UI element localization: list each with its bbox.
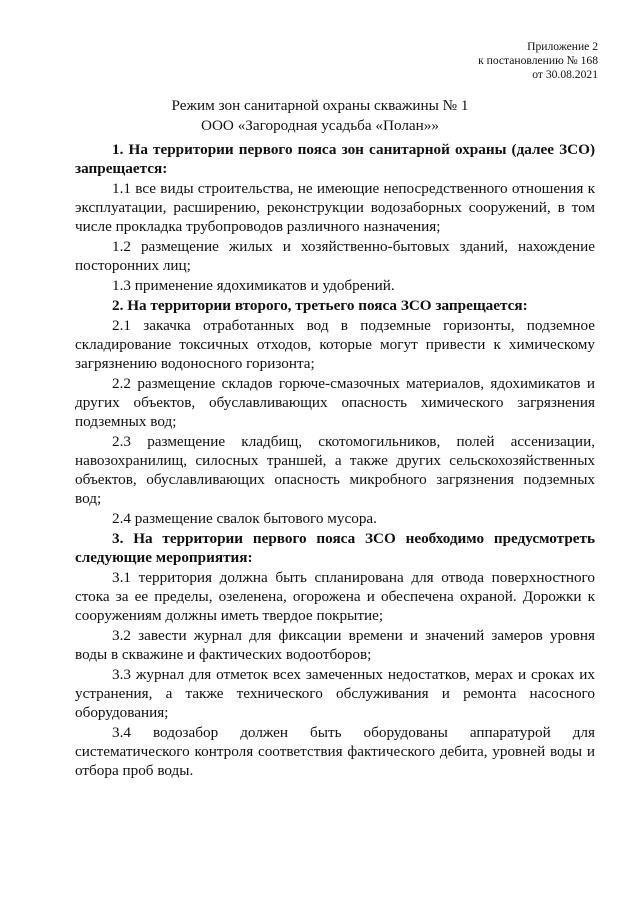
section-1-heading: 1. На территории первого пояса зон санитарной охраны (далее ЗСО) запрещается: [75,141,595,177]
item-3-4: 3.4 водозабор должен быть оборудованы аппаратурой для систематического контроля соответствия фактического дебита, уровней воды и отбора проб воды. [75,724,595,779]
item-2-3: 2.3 размещение кладбищ, скотомогильников, полей ассенизации, навозохранилищ, силосных траншей, а также других сельскохозяйственных объектов, обуславливающих опасность микробного загрязнения подземных вод; [75,433,595,507]
item-2-2: 2.2 размещение складов горюче-смазочных материалов, ядохимикатов и других объектов, обуславливающих опасность химического загрязнения подземных вод; [75,375,595,430]
resolution-number: к постановлению № 168 [478,54,598,67]
resolution-date: от 30.08.2021 [532,68,598,81]
title-line-2: ООО «Загородная усадьба «Полан»» [201,117,439,134]
item-1-3: 1.3 применение ядохимикатов и удобрений. [112,277,395,294]
item-2-1: 2.1 закачка отработанных вод в подземные горизонты, подземное складирование токсичных отходов, которые могут привести к химическому загрязнению водоносного горизонта; [75,317,595,372]
document-title [0,96,640,136]
item-3-3: 3.3 журнал для отметок всех замеченных недостатков, мерах и сроках их устранения, а также технического обслуживания и ремонта насосного оборудования; [75,666,595,721]
item-3-1: 3.1 территория должна быть спланирована для отвода поверхностного стока за ее пределы, озеленена, огорожена и обеспечена охраной. Дорожки к сооружениям должны иметь твердое покрытие; [75,569,595,624]
section-2-heading: 2. На территории второго, третьего пояса ЗСО запрещается: [112,297,528,314]
title-line-1: Режим зон санитарной охраны скважины № 1 [171,97,469,114]
item-1-2: 1.2 размещение жилых и хозяйственно-бытовых зданий, нахождение посторонних лиц; [75,238,595,274]
appendix-reference [478,40,598,82]
item-3-2: 3.2 завести журнал для фиксации времени и значений замеров уровня воды в скважине и фактических водоотборов; [75,627,595,663]
appendix-number: Приложение 2 [527,40,598,53]
item-2-4: 2.4 размещение свалок бытового мусора. [112,510,377,527]
document-body [75,139,595,780]
item-1-1: 1.1 все виды строительства, не имеющие непосредственного отношения к эксплуатации, расширению, реконструкции водозаборных сооружений, в том числе прокладка трубопроводов различного назначения; [75,180,595,235]
section-3-heading: 3. На территории первого пояса ЗСО необходимо предусмотреть следующие мероприятия: [75,530,595,566]
